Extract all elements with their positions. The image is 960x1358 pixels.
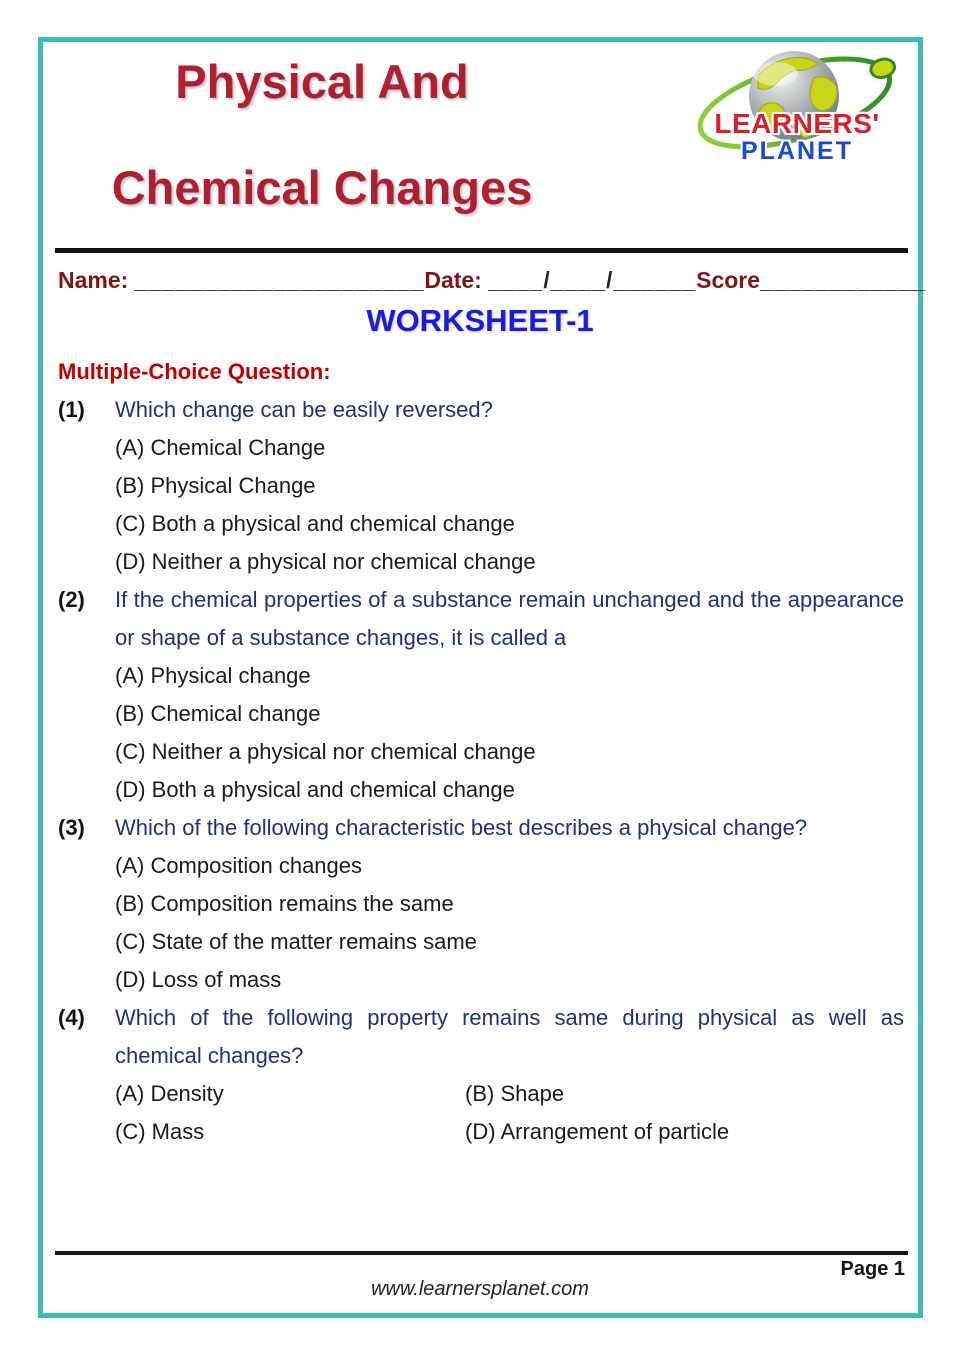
date-field [424, 267, 696, 294]
page-number: Page 1 [840, 1258, 905, 1280]
question-number: (3) [58, 815, 85, 840]
score-blank: ____________ [760, 267, 926, 293]
question-text: Which change can be easily reversed? [115, 397, 493, 422]
question-option: (A) Physical change [115, 663, 311, 688]
question-option: (D) Loss of mass [115, 967, 282, 992]
question-option: (C) Mass [115, 1119, 205, 1144]
name-field [58, 267, 424, 294]
date-blank: ____/____/______ [488, 267, 697, 293]
footer-url: www.learnersplanet.com [371, 1278, 589, 1300]
fields-row [58, 267, 926, 294]
question-block [58, 809, 904, 999]
question-option: (B) Shape [465, 1081, 565, 1106]
page-title-line2: Chemical Changes [111, 160, 533, 214]
question-option: (B) Physical Change [115, 473, 316, 498]
name-label: Name: [58, 267, 129, 293]
section-heading: Multiple-Choice Question: [58, 359, 331, 384]
questions [58, 391, 904, 1151]
logo-text-planet: PLANET [741, 137, 853, 165]
logo-text-learners: LEARNERS' [714, 108, 880, 139]
question-option: (B) Chemical change [115, 701, 321, 726]
header-divider [55, 248, 908, 253]
question-text: If the chemical properties of a substance remain unchanged and the appearance or shape of a substance changes, it is called a [115, 587, 904, 650]
date-label: Date: [424, 267, 482, 293]
question-option: (D) Arrangement of particle [465, 1119, 730, 1144]
question-option: (C) Both a physical and chemical change [115, 511, 515, 536]
globe-highlight [754, 62, 798, 86]
question-options [115, 657, 904, 809]
learners-planet-logo [688, 48, 906, 176]
worksheet-heading: WORKSHEET-1 [366, 303, 594, 338]
question-number: (4) [58, 1005, 85, 1030]
question-option: (D) Both a physical and chemical change [115, 777, 515, 802]
question-option: (C) Neither a physical nor chemical change [115, 739, 536, 764]
question-number: (1) [58, 397, 85, 422]
question-options [115, 429, 904, 581]
footer-divider [55, 1251, 908, 1255]
question-block [58, 391, 904, 581]
question-block [58, 999, 904, 1151]
page-title-line1: Physical And [175, 55, 469, 108]
question-option: (D) Neither a physical nor chemical change [115, 549, 536, 574]
question-option: (C) State of the matter remains same [115, 929, 477, 954]
question-option: (A) Composition changes [115, 853, 363, 878]
question-option: (A) Chemical Change [115, 435, 326, 460]
question-block [58, 581, 904, 809]
question-body [115, 391, 904, 581]
question-body [115, 809, 904, 999]
question-option: (A) Density [115, 1081, 224, 1106]
name-blank: _____________________ [134, 267, 425, 293]
question-option: (B) Composition remains the same [115, 891, 454, 916]
question-text: Which of the following property remains same during physical as well as chemical changes? [115, 1005, 904, 1068]
score-field [696, 267, 925, 294]
question-number: (2) [58, 587, 85, 612]
score-label: Score [696, 267, 761, 293]
question-body [115, 999, 904, 1151]
question-text: Which of the following characteristic best describes a physical change? [115, 815, 808, 840]
question-body [115, 581, 904, 809]
question-options [115, 847, 904, 999]
question-options [115, 1075, 904, 1151]
page-title [62, 56, 582, 213]
